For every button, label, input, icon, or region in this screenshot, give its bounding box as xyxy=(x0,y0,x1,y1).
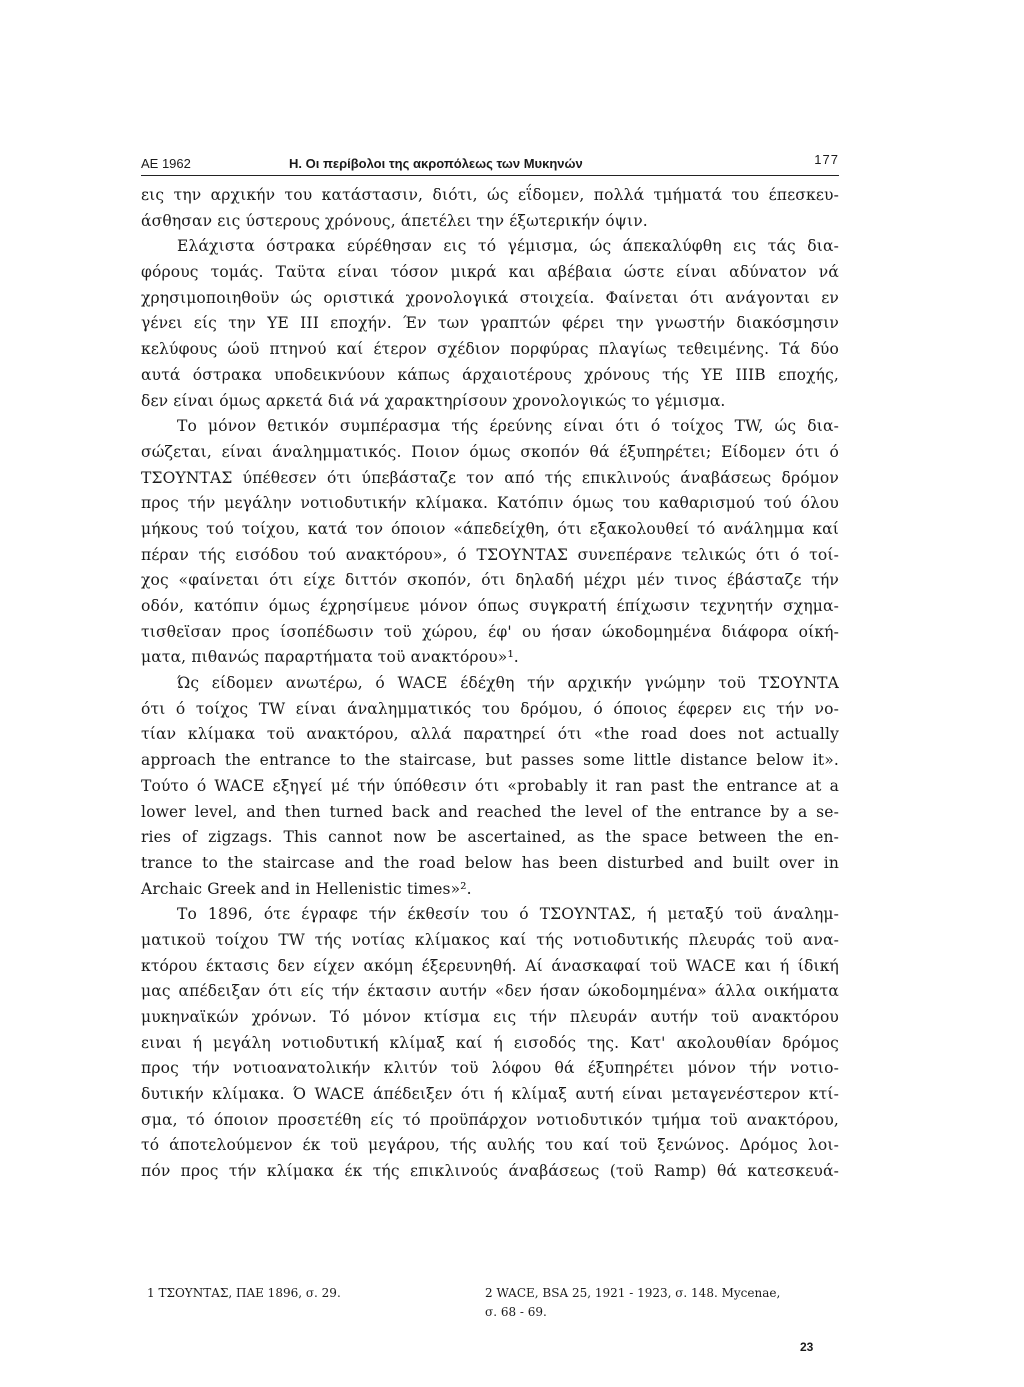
text-line: Ελάχιστα όστρακα εύρέθησαν εις τό γέμισμα, ώς άπεκαλύφθη εις τάς δια- xyxy=(177,237,839,256)
text-line: πόν προς τήν κλίμακα έκ τής επικλινούς άναβάσεως (τοϋ Ramp) θά κατεσκευά- xyxy=(141,1162,839,1181)
running-title: Η. Οι περίβολοι της ακροπόλεως των Μυκηνών xyxy=(289,156,583,171)
footnote-2-continuation: σ. 68 - 69. xyxy=(485,1305,547,1319)
text-line: μήκους τού τοίχου, κατά τον όποιον «άπεδείχθη, ότι εξακολουθεί τό ανάλημμα καί xyxy=(141,519,839,538)
text-line: approach the entrance to the staircase, but passes some little distance below it». xyxy=(141,751,839,770)
text-line: ματα, πιθανώς παραρτήματα τοϋ ανακτόρου»¹. xyxy=(141,648,519,667)
text-line: κελύφους ώοϋ πτηνού καί έτερον σχέδιον πορφύρας πλαγίως τεθειμένης. Τά δύο xyxy=(141,340,839,359)
text-line: ότι ό τοίχος TW είναι άναλημματικός του δρόμου, ό όποιος έφερεν εις τήν νο- xyxy=(141,699,839,718)
body-text xyxy=(141,183,839,1185)
text-line: γένει είς την ΥΕ III εποχήν. Έν των γραπτών φέρει την γνωστήν διακόσμησιν xyxy=(141,314,839,333)
text-line: ειναι ή μεγάλη νοτιοδυτική κλίμαξ καί ή εισοδός της. Κατ' ακολουθίαν δρόμος xyxy=(141,1033,839,1052)
footnote-2: 2 WACE, BSA 25, 1921 - 1923, σ. 148. Mycenae, xyxy=(485,1286,781,1300)
text-line: Τούτο ό WACE εξηγεί μέ τήν ύπόθεσιν ότι «probably it ran past the entrance at a xyxy=(141,776,839,795)
header-rule xyxy=(141,175,839,176)
text-line: σμα, τό όποιον προσετέθη είς τό προϋπάρχον νοτιοδυτικόν τμήμα τοϋ ανακτόρου, xyxy=(141,1110,839,1129)
text-line: προς τήν μεγάλην νοτιοδυτικήν κλίμακα. Κατόπιν όμως του καθαρισμού τού όλου xyxy=(141,494,839,513)
text-line: Ώς είδομεν ανωτέρω, ό WACE έδέχθη τήν αρχικήν γνώμην τοϋ ΤΣΟΥΝΤΑ xyxy=(177,674,839,693)
text-line: φόρους τομάς. Ταϋτα είναι τόσον μικρά και αβέβαια ώστε είναι αδύνατον νά xyxy=(141,263,839,282)
text-line: δεν είναι όμως αρκετά διά νά χαρακτηρίσουν χρονολογικώς το γέμισμα. xyxy=(141,391,726,410)
text-line: trance to the staircase and the road below has been disturbed and built over in xyxy=(141,853,839,872)
text-line: αυτά όστρακα υποδεικνύουν κάπως άρχαιοτέρους χρόνους τής ΥΕ ΙΙΙΒ εποχής, xyxy=(141,365,839,384)
text-line: εις την αρχικήν του κατάστασιν, διότι, ώς εΐδομεν, πολλά τμήματά του έπεσκευ- xyxy=(141,186,839,204)
text-line: Το μόνον θετικόν συμπέρασμα τής έρεύνης είναι ότι ό τοίχος TW, ώς δια- xyxy=(177,417,839,436)
text-line: ries of zigzags. This cannot now be ascertained, as the space between the en- xyxy=(141,828,839,847)
page-number: 177 xyxy=(814,152,839,167)
journal-abbreviation: ΑΕ 1962 xyxy=(141,156,191,171)
text-line: τό άποτελούμενον έκ τοϋ μεγάρου, τής αυλής του καί τοϋ ξενώνος. Δρόμος λοι- xyxy=(141,1136,839,1155)
text-line: χρησιμοποιηθοϋν ώς οριστικά χρονολογικά στοιχεία. Φαίνεται ότι ανάγονται εν xyxy=(141,288,839,307)
signature-mark: 23 xyxy=(800,1340,814,1354)
text-line: μυκηναϊκών χρόνων. Τό μόνον κτίσμα εις τήν πλευράν αυτήν τοϋ ανακτόρου xyxy=(141,1008,839,1026)
text-line: ΤΣΟΥΝΤΑΣ ύπέθεσεν ότι ύπεβάσταζε τον από τής επικλινούς άναβάσεως δρόμον xyxy=(141,468,839,487)
text-line: πέραν τής εισόδου τού ανακτόρου», ό ΤΣΟΥΝΤΑΣ συνεπέρανε τελικώς ότι ό τοί- xyxy=(141,545,839,564)
text-line: σώζεται, είναι άναλημματικός. Ποιον όμως σκοπόν θά έξυπηρέτει; Είδομεν ότι ό xyxy=(141,442,839,461)
text-line: τίαν κλίμακα τοϋ ανακτόρου, αλλά παρατηρεί ότι «the road does not actually xyxy=(141,725,839,744)
text-line: τισθεϊσαν προς ίσοπέδωσιν τοϋ χώρου, έφ' ου ήσαν ώκοδομημένα διάφορα οίκή- xyxy=(141,622,839,641)
text-line: Το 1896, ότε έγραφε τήν έκθεσίν του ό ΤΣΟΥΝΤΑΣ, ή μεταξύ τοϋ άναλημ- xyxy=(177,905,839,924)
text-line: χος «φαίνεται ότι είχε διττόν σκοπόν, ότι δηλαδή μέχρι μέν τινος έβάσταζε τήν xyxy=(141,571,839,590)
text-line: μας απέδειξαν ότι είς τήν έκτασιν αυτήν «δεν ήσαν ώκοδομημένα» άλλα οικήματα xyxy=(141,982,839,1001)
footnote-1: 1 ΤΣΟΥΝΤΑΣ, ΠΑΕ 1896, σ. 29. xyxy=(147,1286,341,1300)
text-line: ματικοϋ τοίχου TW τής νοτίας κλίμακος καί τής νοτιοδυτικής πλευράς τοϋ ανα- xyxy=(141,930,839,949)
text-line: κτόρου έκτασις δεν είχεν ακόμη έξερευνηθή. Αί άνασκαφαί τοϋ WACE και ή ίδική xyxy=(141,956,839,975)
text-line: προς τήν νοτιοανατολικήν κλιτύν τοϋ λόφου θά έξυπηρέτει μόνον τήν νοτιο- xyxy=(141,1059,839,1078)
text-line: οδόν, κατόπιν όμως έχρησίμευε μόνον όπως συγκρατή έπίχωσιν τεχνητήν σχημα- xyxy=(141,597,839,615)
text-line: lower level, and then turned back and reached the level of the entrance by a se- xyxy=(141,802,839,821)
text-line: δυτικήν κλίμακα. Ό WACE άπέδειξεν ότι ή κλίμαξ αυτή είναι μεταγενέστερον κτί- xyxy=(141,1085,839,1104)
text-line: Archaic Greek and in Hellenistic times»². xyxy=(141,879,472,898)
running-head xyxy=(141,150,839,174)
text-line: άσθησαν εις ύστερους χρόνους, άπετέλει την έξωτερικήν όψιν. xyxy=(141,211,648,230)
